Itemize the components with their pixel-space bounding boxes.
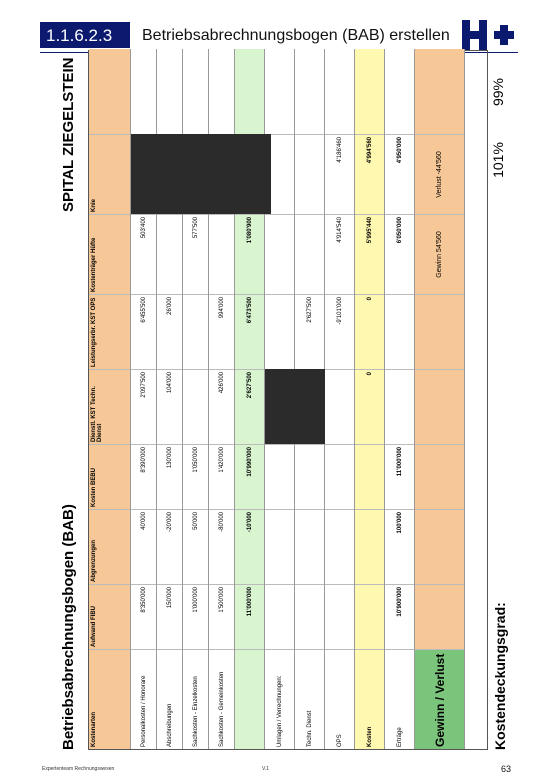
header-cell: Kostenarten bbox=[89, 649, 130, 749]
table-cell: Verlust -44'560 bbox=[415, 134, 464, 214]
row-label: Techn. Dienst bbox=[295, 649, 324, 749]
table-cell bbox=[385, 369, 414, 444]
table-cell: 6'050'000 bbox=[385, 214, 414, 294]
bab-grid bbox=[88, 50, 488, 750]
footer-mid: V.1 bbox=[262, 766, 270, 772]
table-cell: 10'990'000 bbox=[235, 444, 264, 509]
row-label: Personalkosten / Honorare bbox=[131, 649, 156, 749]
bab-table-rotated bbox=[60, 50, 520, 750]
table-cell bbox=[295, 444, 324, 509]
table-cell bbox=[295, 584, 324, 649]
table-cell: 503'400 bbox=[131, 214, 156, 294]
row-label: OPS bbox=[325, 649, 354, 749]
page-title: Betriebsabrechnungsbogen (BAB) erstellen bbox=[142, 27, 450, 44]
table-cell: 4'914'540 bbox=[325, 214, 354, 294]
table-row bbox=[325, 49, 355, 749]
hospital-name: SPITAL ZIEGELSTEIN bbox=[60, 57, 77, 212]
header-cell: Dienstl. KST Techn. Dienst bbox=[89, 369, 130, 444]
footer-left: Expertenteam Rechnungswesen bbox=[42, 766, 115, 772]
table-cell: 6'473'500 bbox=[235, 294, 264, 369]
table-cell bbox=[415, 584, 464, 649]
table-cell: Gewinn 54'560 bbox=[415, 214, 464, 294]
table-cell: 4'186'460 bbox=[325, 134, 354, 214]
table-cell: 40'000 bbox=[131, 509, 156, 584]
coverage-pct-1: 101% bbox=[490, 142, 506, 178]
table-cell: 104'000 bbox=[157, 369, 182, 444]
header-cell: Abgrenzungen bbox=[89, 509, 130, 584]
table-cell: 11'000'000 bbox=[385, 444, 414, 509]
table-cell: 1'050'000 bbox=[183, 444, 208, 509]
table-cell: 1'420'000 bbox=[209, 444, 234, 509]
table-cell: -20'000 bbox=[157, 509, 182, 584]
table-cell: 2'097'500 bbox=[131, 369, 156, 444]
table-cell bbox=[157, 214, 182, 294]
table-cell bbox=[265, 509, 294, 584]
table-row bbox=[415, 49, 465, 749]
table-cell: 994'000 bbox=[209, 294, 234, 369]
shaded-block bbox=[131, 134, 271, 214]
table-cell bbox=[355, 584, 384, 649]
table-cell bbox=[415, 509, 464, 584]
coverage-label: Kostendeckungsgrad: bbox=[492, 602, 508, 750]
coverage-pct-2: 99% bbox=[490, 77, 506, 107]
table-cell bbox=[415, 444, 464, 509]
table-cell: 50'000 bbox=[183, 509, 208, 584]
table-cell bbox=[385, 294, 414, 369]
row-label bbox=[235, 649, 264, 749]
section-number: 1.1.6.2.3 bbox=[46, 26, 113, 45]
table-cell bbox=[265, 444, 294, 509]
table-cell: 2'627'500 bbox=[235, 369, 264, 444]
table-cell bbox=[295, 509, 324, 584]
table-cell: 150'000 bbox=[157, 584, 182, 649]
row-label: Erträge bbox=[385, 649, 414, 749]
header-cell: Aufwand FIBU bbox=[89, 584, 130, 649]
table-cell bbox=[325, 584, 354, 649]
table-title: Betriebsabrechnungsbogen (BAB) bbox=[60, 504, 77, 750]
table-cell: -10'000 bbox=[235, 509, 264, 584]
table-cell: 0 bbox=[355, 369, 384, 444]
row-label: Abschreibungen bbox=[157, 649, 182, 749]
page-number: 63 bbox=[501, 764, 512, 774]
table-cell bbox=[183, 294, 208, 369]
row-label: Kosten bbox=[355, 649, 384, 749]
header-cell: Kostenträger Hüfte bbox=[89, 214, 130, 294]
row-label: Gewinn / Verlust bbox=[415, 649, 464, 749]
row-label: Umlagen / Verrechnungen: bbox=[265, 649, 294, 749]
h-plus-logo bbox=[462, 20, 514, 50]
table-cell bbox=[325, 444, 354, 509]
header-row bbox=[89, 49, 131, 749]
table-cell: 11'000'000 bbox=[235, 584, 264, 649]
table-cell: 10'900'000 bbox=[385, 584, 414, 649]
table-cell: 577'500 bbox=[183, 214, 208, 294]
table-cell: 0 bbox=[355, 294, 384, 369]
table-cell: 130'000 bbox=[157, 444, 182, 509]
table-cell bbox=[415, 294, 464, 369]
table-cell: 426'000 bbox=[209, 369, 234, 444]
table-cell: -80'000 bbox=[209, 509, 234, 584]
table-row bbox=[355, 49, 385, 749]
table-cell bbox=[265, 214, 294, 294]
table-row bbox=[385, 49, 415, 749]
table-cell bbox=[295, 214, 324, 294]
header-cell: Knie bbox=[89, 134, 130, 214]
table-cell: 1'080'900 bbox=[235, 214, 264, 294]
table-cell bbox=[355, 509, 384, 584]
table-cell: 100'000 bbox=[385, 509, 414, 584]
table-cell: -9'101'000 bbox=[325, 294, 354, 369]
table-cell bbox=[295, 134, 324, 214]
table-cell: 6'455'500 bbox=[131, 294, 156, 369]
table-cell: 5'995'440 bbox=[355, 214, 384, 294]
table-cell: 2'627'500 bbox=[295, 294, 324, 369]
table-cell: 26'000 bbox=[157, 294, 182, 369]
table-cell bbox=[415, 369, 464, 444]
table-cell bbox=[209, 214, 234, 294]
table-cell bbox=[183, 369, 208, 444]
row-label: Sachkosten - Gemeinkosten bbox=[209, 649, 234, 749]
table-cell: 4'994'560 bbox=[355, 134, 384, 214]
table-cell bbox=[355, 444, 384, 509]
row-label: Sachkosten - Einzelkosten bbox=[183, 649, 208, 749]
shaded-block bbox=[265, 369, 325, 444]
table-cell bbox=[265, 294, 294, 369]
table-cell: 8'350'000 bbox=[131, 584, 156, 649]
header-cell: Kosten BEBU bbox=[89, 444, 130, 509]
table-cell: 1'000'000 bbox=[183, 584, 208, 649]
table-cell: 1'500'000 bbox=[209, 584, 234, 649]
table-cell bbox=[325, 369, 354, 444]
table-cell: 8'390'000 bbox=[131, 444, 156, 509]
table-cell bbox=[325, 509, 354, 584]
header-cell: Leistungserbr. KST OPS bbox=[89, 294, 130, 369]
table-cell bbox=[265, 584, 294, 649]
table-cell: 4'950'000 bbox=[385, 134, 414, 214]
